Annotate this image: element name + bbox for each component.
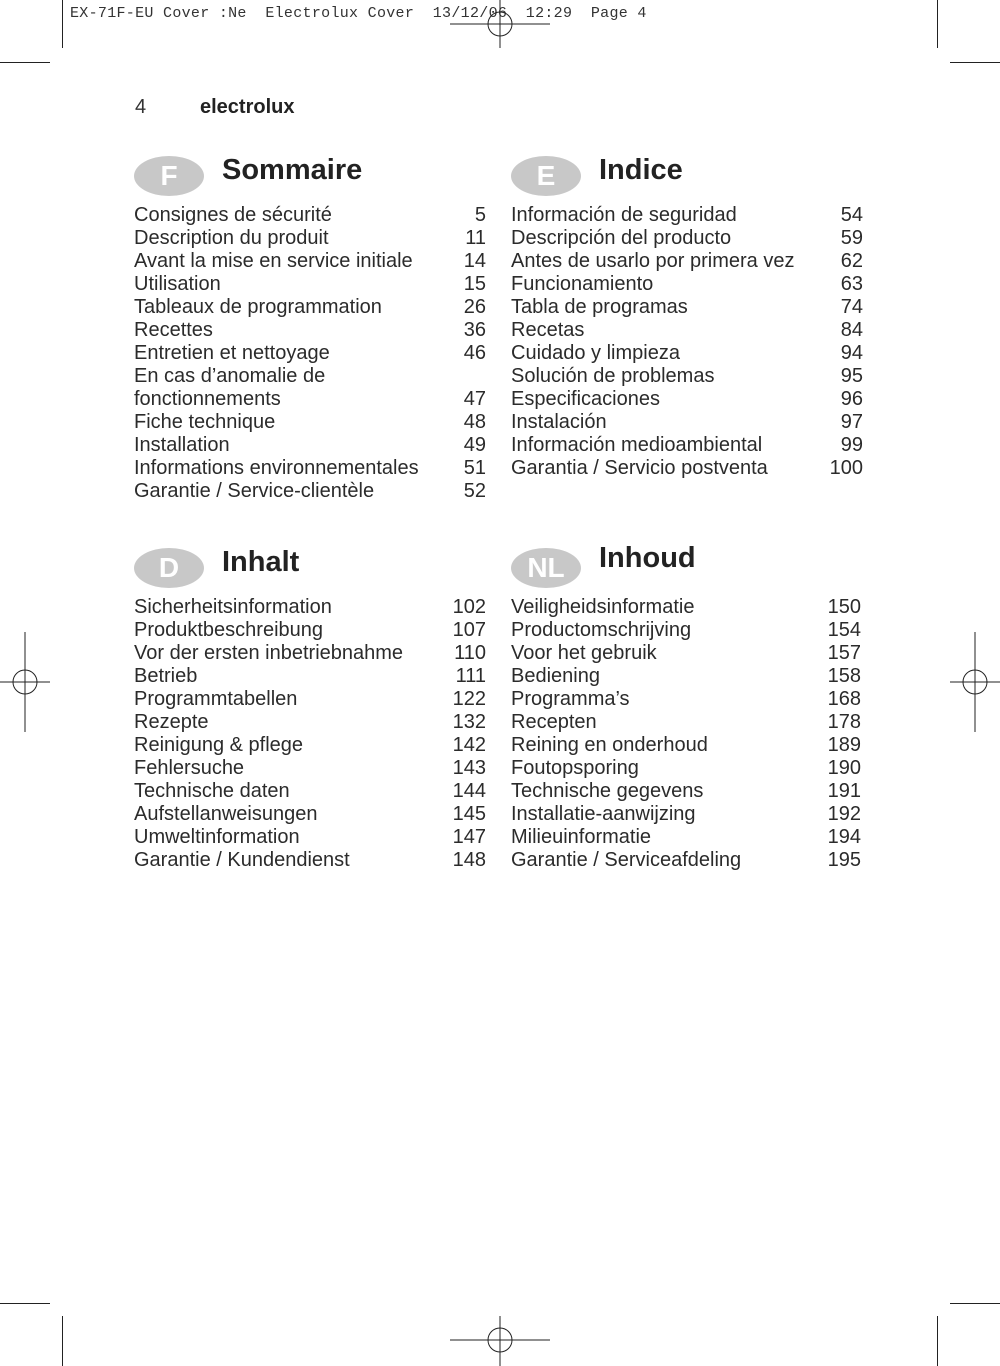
toc-entry-title: Instalación <box>511 411 607 433</box>
toc-entry-page: 14 <box>463 250 486 272</box>
registration-mark-icon <box>950 630 1000 734</box>
language-badge: F <box>134 156 204 196</box>
toc-entry-title: Antes de usarlo por primera vez <box>511 250 795 272</box>
toc-entry-title: Cuidado y limpieza <box>511 342 680 364</box>
toc-entry-title: Foutopsporing <box>511 757 639 779</box>
toc-entry-title: Utilisation <box>134 273 221 295</box>
print-slug: EX-71F-EU Cover :Ne Electrolux Cover 13/12/06 12:29 Page 4 <box>70 5 647 22</box>
page-number: 4 <box>135 96 147 118</box>
toc-entry[interactable] <box>134 411 486 434</box>
toc-entry-page: 144 <box>452 780 486 802</box>
toc-list <box>134 596 486 872</box>
toc-entry-page: 107 <box>452 619 486 641</box>
toc-entry-title: Sicherheitsinformation <box>134 596 332 618</box>
toc-entry[interactable] <box>134 803 486 826</box>
toc-entry[interactable] <box>511 365 863 388</box>
toc-entry-page: 100 <box>829 457 863 479</box>
crop-mark <box>0 62 50 63</box>
toc-entry-page: 168 <box>827 688 861 710</box>
toc-entry-page: 143 <box>452 757 486 779</box>
toc-entry[interactable] <box>511 296 863 319</box>
toc-entry-title: Entretien et nettoyage <box>134 342 330 364</box>
toc-entry-page: 154 <box>827 619 861 641</box>
toc-entry[interactable] <box>134 204 486 227</box>
toc-entry-title: Rezepte <box>134 711 209 733</box>
toc-entry-page: 11 <box>465 227 486 249</box>
language-badge: E <box>511 156 581 196</box>
toc-entry[interactable] <box>134 434 486 457</box>
toc-list <box>134 204 486 503</box>
toc-list <box>511 596 861 872</box>
toc-entry-title: Solución de problemas <box>511 365 715 387</box>
toc-entry[interactable] <box>511 273 863 296</box>
toc-entry-title: Recepten <box>511 711 597 733</box>
toc-entry-title: Aufstellanweisungen <box>134 803 318 825</box>
toc-section-german <box>134 546 486 871</box>
toc-entry[interactable] <box>134 296 486 319</box>
toc-entry-title: Tableaux de programmation <box>134 296 382 318</box>
toc-section-dutch <box>511 542 861 871</box>
toc-entry-page: 36 <box>463 319 486 341</box>
toc-entry-page: 52 <box>463 480 486 502</box>
toc-entry-title: Technische gegevens <box>511 780 704 802</box>
toc-entry[interactable] <box>511 411 863 434</box>
toc-entry-title: Productomschrijving <box>511 619 692 641</box>
toc-entry-title: Programma’s <box>511 688 630 710</box>
toc-entry[interactable] <box>134 757 486 780</box>
section-header <box>511 542 861 596</box>
registration-mark-icon <box>448 0 552 50</box>
toc-entry-title: Especificaciones <box>511 388 660 410</box>
toc-entry-page: 74 <box>840 296 863 318</box>
toc-entry-title: Avant la mise en service initiale <box>134 250 413 272</box>
toc-entry[interactable] <box>134 342 486 365</box>
toc-entry-page: 54 <box>840 204 863 226</box>
toc-entry-title: Información medioambiental <box>511 434 763 456</box>
toc-entry-title: Reining en onderhoud <box>511 734 708 756</box>
toc-entry[interactable] <box>511 734 861 757</box>
toc-entry[interactable] <box>511 342 863 365</box>
toc-entry-title: Reinigung & pflege <box>134 734 304 756</box>
toc-entry[interactable] <box>511 388 863 411</box>
brand-name: electrolux <box>200 96 295 118</box>
registration-mark-icon <box>448 1316 552 1366</box>
toc-entry-title: Voor het gebruik <box>511 642 657 664</box>
toc-entry-page: 26 <box>463 296 486 318</box>
toc-entry[interactable] <box>134 250 486 273</box>
toc-entry-title: Consignes de sécurité <box>134 204 332 226</box>
toc-entry-title: Garantie / Serviceafdeling <box>511 849 742 871</box>
toc-entry[interactable] <box>511 434 863 457</box>
toc-entry[interactable] <box>134 273 486 296</box>
toc-entry-page: 194 <box>827 826 861 848</box>
toc-entry-page: 15 <box>463 273 486 295</box>
toc-entry[interactable] <box>511 642 861 665</box>
toc-entry[interactable] <box>511 619 861 642</box>
section-header <box>511 154 863 204</box>
toc-entry-page: 51 <box>463 457 486 479</box>
toc-entry[interactable] <box>511 803 861 826</box>
toc-entry[interactable] <box>134 365 486 411</box>
registration-mark-icon <box>0 630 50 734</box>
toc-entry-title: Programmtabellen <box>134 688 298 710</box>
toc-entry-page: 46 <box>463 342 486 364</box>
toc-entry[interactable] <box>134 734 486 757</box>
section-title: Inhoud <box>599 542 696 574</box>
toc-entry-page: 99 <box>840 434 863 456</box>
section-header <box>134 546 486 596</box>
crop-mark <box>950 1303 1000 1304</box>
toc-entry[interactable] <box>134 596 486 619</box>
toc-entry[interactable] <box>134 480 486 503</box>
toc-entry-title: Technische daten <box>134 780 290 802</box>
toc-entry-title: Recettes <box>134 319 213 341</box>
toc-entry-title: Vor der ersten inbetriebnahme <box>134 642 404 664</box>
toc-entry-title: Betrieb <box>134 665 198 687</box>
section-header <box>134 154 486 204</box>
toc-entry-page: 150 <box>827 596 861 618</box>
toc-entry-title: Tabla de programas <box>511 296 688 318</box>
toc-entry-page: 97 <box>840 411 863 433</box>
toc-entry-page: 191 <box>827 780 861 802</box>
toc-entry-page: 94 <box>840 342 863 364</box>
toc-entry-page: 158 <box>827 665 861 687</box>
toc-entry[interactable] <box>511 711 861 734</box>
toc-entry-page: 178 <box>827 711 861 733</box>
section-title: Inhalt <box>222 546 300 578</box>
toc-entry-page: 96 <box>840 388 863 410</box>
toc-entry[interactable] <box>134 227 486 250</box>
toc-entry-page: 49 <box>463 434 486 456</box>
toc-entry-page: 110 <box>454 642 486 664</box>
toc-list <box>511 204 863 480</box>
toc-entry-page: 59 <box>840 227 863 249</box>
toc-entry[interactable] <box>134 780 486 803</box>
toc-entry-title: Milieuinformatie <box>511 826 652 848</box>
toc-entry-title: Installatie-aanwijzing <box>511 803 696 825</box>
toc-entry-title: Installation <box>134 434 230 456</box>
toc-entry[interactable] <box>511 227 863 250</box>
toc-entry-title: Fehlersuche <box>134 757 245 779</box>
toc-entry-page: 47 <box>463 388 486 410</box>
toc-entry[interactable] <box>511 757 861 780</box>
toc-entry[interactable] <box>511 688 861 711</box>
toc-entry-title: Informations environnementales <box>134 457 419 479</box>
toc-entry-title: Funcionamiento <box>511 273 654 295</box>
crop-mark <box>937 1316 938 1366</box>
toc-section-spanish <box>511 154 863 479</box>
toc-entry-page: 132 <box>452 711 486 733</box>
toc-entry-page: 63 <box>840 273 863 295</box>
toc-entry-title: Produktbeschreibung <box>134 619 324 641</box>
toc-entry[interactable] <box>511 319 863 342</box>
toc-entry[interactable] <box>134 319 486 342</box>
toc-entry[interactable] <box>511 849 861 872</box>
toc-entry-page: 122 <box>452 688 486 710</box>
section-title: Sommaire <box>222 154 363 186</box>
toc-entry-page: 111 <box>455 665 486 687</box>
toc-entry-page: 84 <box>840 319 863 341</box>
toc-entry-page: 142 <box>452 734 486 756</box>
toc-entry-page: 147 <box>452 826 486 848</box>
toc-entry-page: 48 <box>463 411 486 433</box>
section-title: Indice <box>599 154 683 186</box>
toc-entry-page: 190 <box>827 757 861 779</box>
toc-entry[interactable] <box>134 619 486 642</box>
toc-entry-page: 192 <box>827 803 861 825</box>
toc-entry-page: 62 <box>840 250 863 272</box>
toc-entry-title: Bediening <box>511 665 600 687</box>
toc-entry-title: Description du produit <box>134 227 329 249</box>
toc-entry[interactable] <box>134 688 486 711</box>
toc-entry-title: En cas d’anomalie de fonctionnements <box>134 365 326 410</box>
toc-entry[interactable] <box>511 596 861 619</box>
language-badge: NL <box>511 548 581 588</box>
toc-entry[interactable] <box>134 665 486 688</box>
toc-section-french <box>134 154 486 502</box>
toc-entry-title: Recetas <box>511 319 585 341</box>
crop-mark <box>62 1316 63 1366</box>
toc-entry[interactable] <box>511 250 863 273</box>
toc-entry[interactable] <box>134 826 486 849</box>
toc-entry[interactable] <box>511 826 861 849</box>
crop-mark <box>950 62 1000 63</box>
toc-entry-title: Garantie / Kundendienst <box>134 849 350 871</box>
toc-entry-title: Umweltinformation <box>134 826 300 848</box>
crop-mark <box>62 0 63 48</box>
toc-entry[interactable] <box>134 849 486 872</box>
toc-entry[interactable] <box>511 665 861 688</box>
toc-entry[interactable] <box>134 642 486 665</box>
toc-entry-page: 189 <box>827 734 861 756</box>
toc-entry-page: 148 <box>452 849 486 871</box>
toc-entry-title: Garantia / Servicio postventa <box>511 457 768 479</box>
language-badge: D <box>134 548 204 588</box>
toc-entry-title: Fiche technique <box>134 411 276 433</box>
toc-entry-page: 195 <box>827 849 861 871</box>
toc-entry[interactable] <box>511 780 861 803</box>
toc-entry-page: 102 <box>452 596 486 618</box>
toc-entry[interactable] <box>511 457 863 480</box>
crop-mark <box>0 1303 50 1304</box>
toc-entry[interactable] <box>511 204 863 227</box>
toc-entry-title: Información de seguridad <box>511 204 737 226</box>
crop-mark <box>937 0 938 48</box>
toc-entry-page: 157 <box>827 642 861 664</box>
toc-entry-title: Descripción del producto <box>511 227 732 249</box>
toc-entry-title: Garantie / Service-clientèle <box>134 480 375 502</box>
toc-entry[interactable] <box>134 457 486 480</box>
toc-entry-page: 95 <box>840 365 863 387</box>
toc-entry-page: 5 <box>474 204 486 226</box>
toc-entry-page: 145 <box>452 803 486 825</box>
toc-entry-title: Veiligheidsinformatie <box>511 596 695 618</box>
toc-entry[interactable] <box>134 711 486 734</box>
